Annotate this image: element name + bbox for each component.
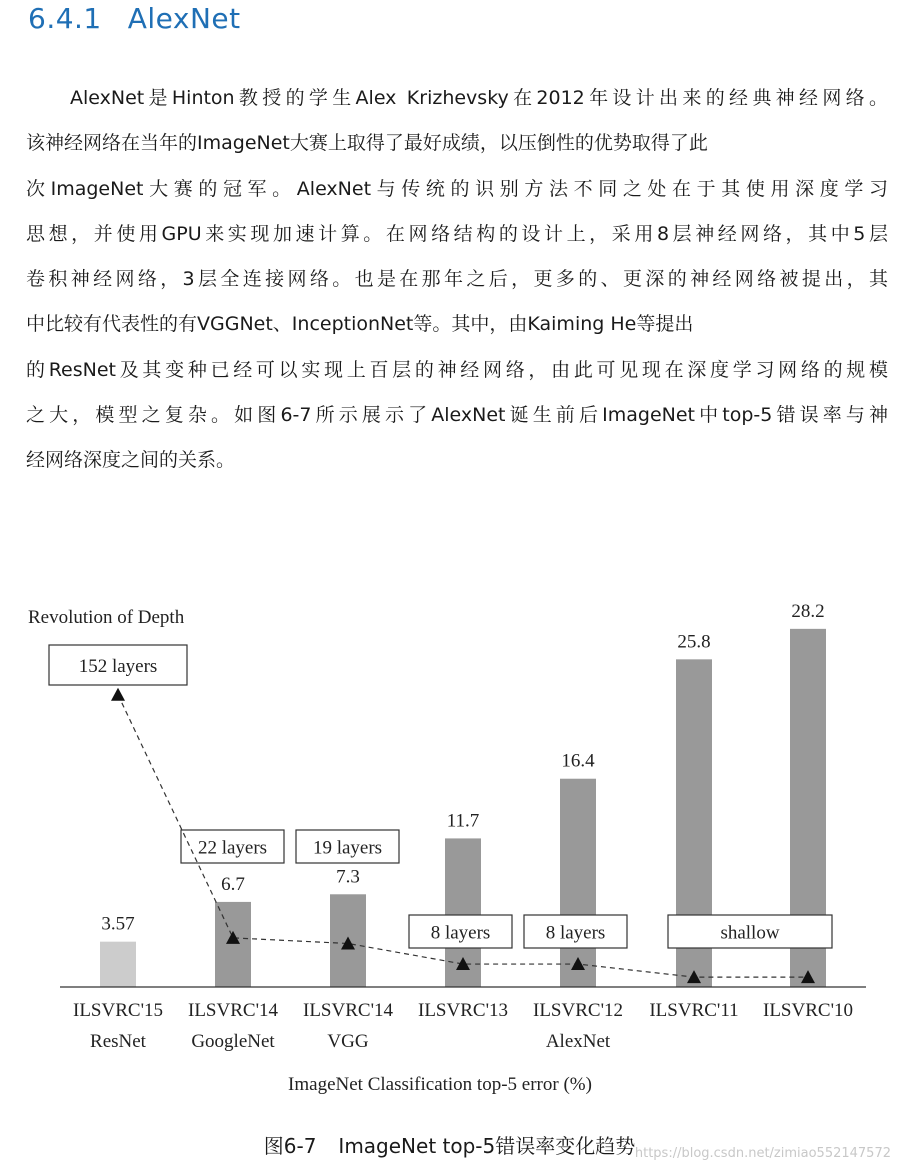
depth-error-chart: [0, 590, 899, 1110]
bar-value-label: 7.3: [336, 866, 360, 888]
chart-bar: [215, 902, 251, 987]
bar-value-label: 28.2: [791, 600, 825, 622]
depth-label: 19 layers: [312, 837, 383, 859]
x-tick-label: ILSVRC'11: [649, 1000, 739, 1021]
paragraph-line: AlexNet是Hinton教授的学生Alex Krizhevsky在2012年设计出来的经典神经网络。: [70, 87, 888, 109]
bar-value-label: 6.7: [221, 873, 245, 895]
paragraph-line: 卷积神经网络，3层全连接网络。也是在那年之后，更多的、更深的神经网络被提出，其: [26, 268, 888, 291]
x-tick-label: ResNet: [90, 1031, 146, 1052]
x-tick-label: ILSVRC'12: [533, 1000, 623, 1021]
x-tick-label: ILSVRC'14: [188, 1000, 278, 1021]
x-tick-label: ILSVRC'15: [73, 1000, 163, 1021]
x-axis-label: ImageNet Classification top-5 error (%): [288, 1074, 592, 1095]
bar-value-label: 3.57: [101, 913, 135, 935]
bar-value-label: 11.7: [446, 810, 480, 832]
section-title: AlexNet: [127, 2, 241, 35]
section-number: 6.4.1: [28, 2, 102, 35]
chart-bar: [560, 779, 596, 987]
depth-label: 22 layers: [197, 837, 268, 859]
paragraph-line: 中比较有代表性的有VGGNet、InceptionNet等。其中，由Kaiming He等提出: [26, 313, 694, 336]
depth-label: 8 layers: [430, 922, 491, 944]
paragraph-line: 的ResNet及其变种已经可以实现上百层的神经网络，由此可见现在深度学习网络的规模: [26, 358, 888, 381]
paragraph-line: 之大，模型之复杂。如图6-7所示展示了AlexNet诞生前后ImageNet中top-5错误率与神: [26, 404, 888, 427]
figure-caption-text: ImageNet top-5错误率变化趋势: [338, 1134, 636, 1158]
x-tick-label: ILSVRC'13: [418, 1000, 508, 1021]
paragraph-line: 思想，并使用GPU来实现加速计算。在网络结构的设计上，采用8层神经网络，其中5层: [26, 222, 888, 245]
chart-bar: [100, 942, 136, 987]
depth-label: 152 layers: [78, 656, 158, 677]
figure-caption-label: 图6-7: [263, 1134, 317, 1158]
depth-label: shallow: [720, 922, 780, 944]
paragraph-line: 次ImageNet大赛的冠军。AlexNet与传统的识别方法不同之处在于其使用深度学习: [26, 177, 888, 200]
x-tick-label: GoogleNet: [191, 1031, 275, 1052]
watermark: https://blog.csdn.net/zimiao552147572: [634, 1146, 891, 1161]
section-heading: [28, 2, 241, 35]
bar-value-label: 16.4: [561, 750, 595, 772]
x-tick-label: AlexNet: [545, 1031, 611, 1052]
x-tick-label: VGG: [327, 1031, 369, 1052]
paragraph-line: 经网络深度之间的关系。: [26, 449, 236, 472]
x-tick-label: ILSVRC'10: [763, 1000, 853, 1021]
body-paragraph: [26, 76, 888, 484]
chart-title: Revolution of Depth: [28, 607, 185, 628]
bar-value-label: 25.8: [677, 631, 711, 653]
depth-marker: [111, 688, 125, 701]
x-tick-label: ILSVRC'14: [303, 1000, 393, 1021]
paragraph-line: 该神经网络在当年的ImageNet大赛上取得了最好成绩，以压倒性的优势取得了此: [26, 132, 708, 155]
depth-label: 8 layers: [545, 922, 606, 944]
